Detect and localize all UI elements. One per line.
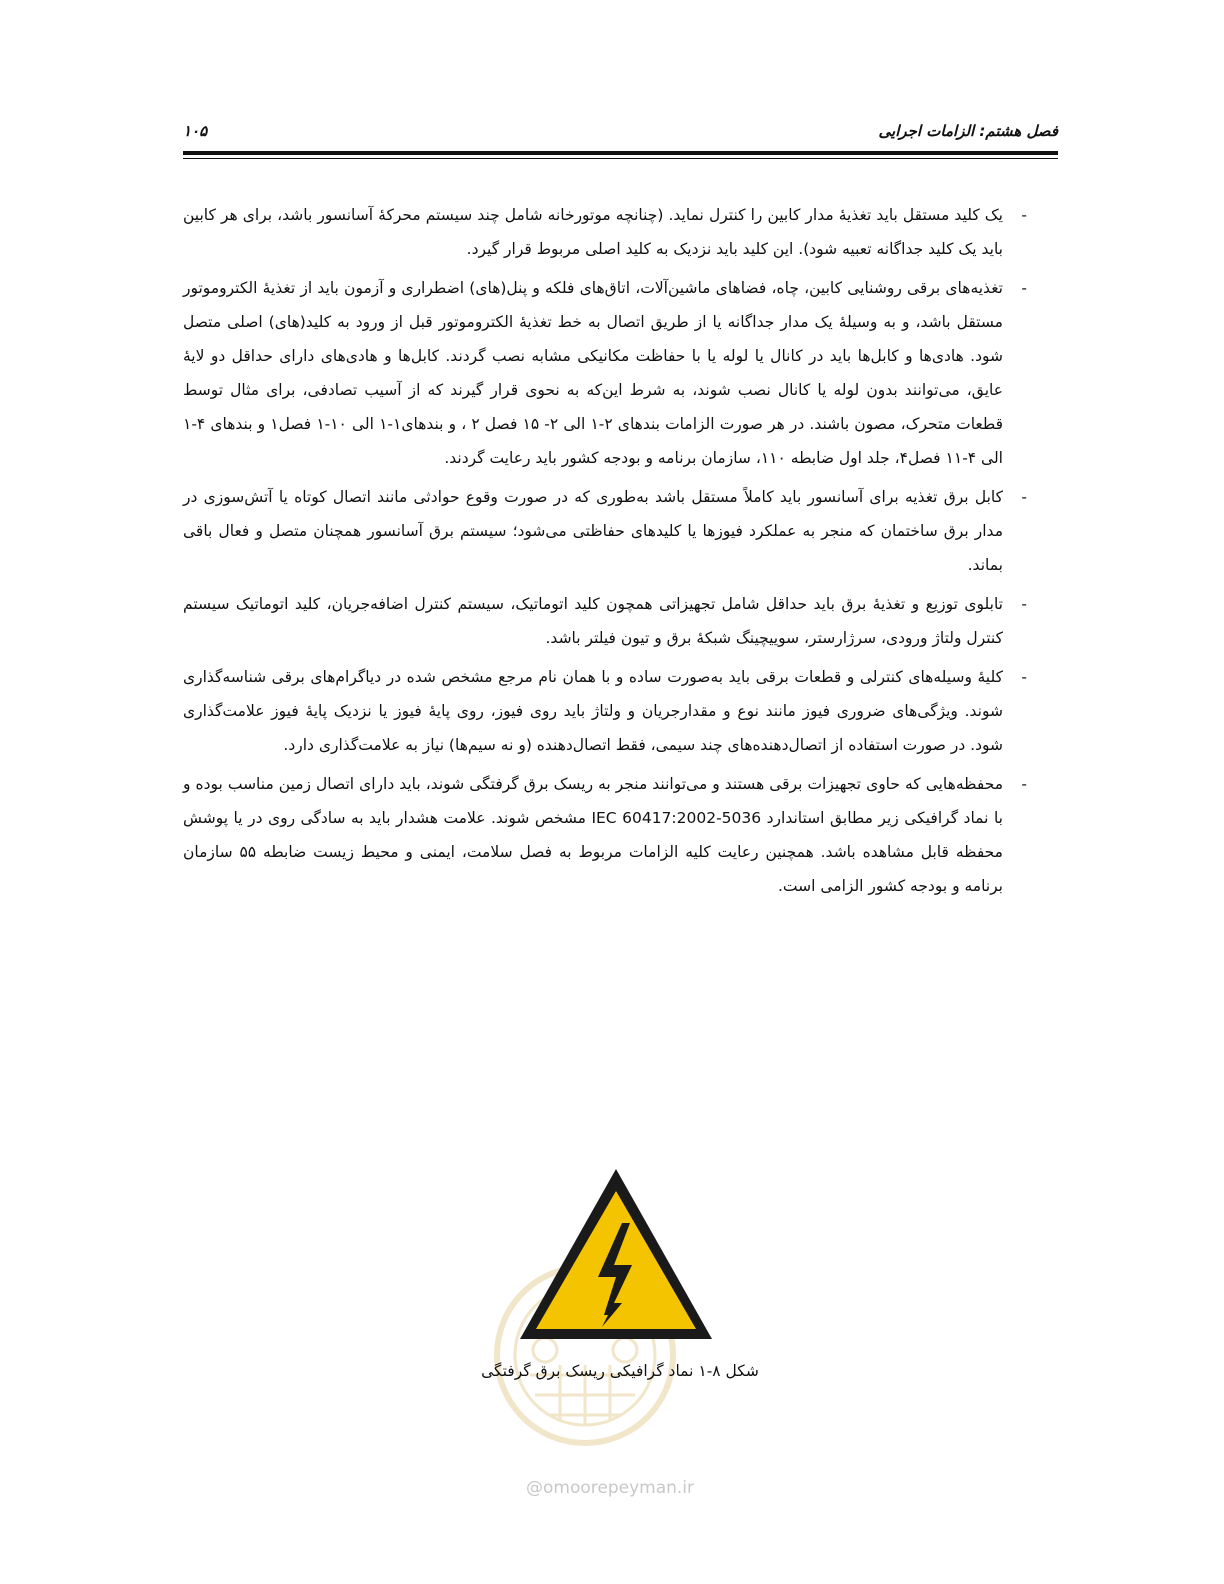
- list-item: [183, 480, 1033, 582]
- bullet-dash: -: [1021, 488, 1027, 506]
- list-item: [183, 660, 1033, 762]
- bullet-dash: -: [1021, 775, 1027, 793]
- bullet-dash: -: [1021, 595, 1027, 613]
- page-number: ۱۰۵: [183, 122, 208, 140]
- list-item: [183, 198, 1033, 266]
- figure-caption: شکل ۸-۱ نماد گرافیکی ریسک برق گرفتگی: [481, 1362, 759, 1380]
- bullet-dash: -: [1021, 668, 1027, 686]
- list-item: [183, 587, 1033, 655]
- list-item-text: تابلوی توزیع و تغذیهٔ برق باید حداقل شامل تجهیزاتی همچون کلید اتوماتیک، سیستم کنترل اضافه‌جریان، کلید اتوماتیک سیستم کنترل ولتاژ ورودی، سرژارستر، سوییچینگ شبکهٔ برق و تیون فیلتر باشد.: [183, 595, 1003, 647]
- watermark: @omoorepeyman.ir: [525, 1478, 695, 1498]
- list-item-text: کلیهٔ وسیله‌های کنترلی و قطعات برقی باید به‌صورت ساده و با همان نام مرجع مشخص شده در دیاگرام‌های برقی شناسه‌گذاری شوند. ویژگی‌های ضروری فیوز مانند نوع و مقدارجریان و ولتاژ باید روی فیوز، روی پایهٔ فیوز یا نزدیک پایهٔ فیوز علامت‌گذاری شود. در صورت استفاده از اتصال‌دهنده‌های چند سیمی، فقط اتصال‌دهنده (و نه سیم‌ها) نیاز به علامت‌گذاری دارد.: [183, 668, 1003, 754]
- list-item-text: کابل برق تغذیه برای آسانسور باید کاملاً مستقل باشد به‌طوری که در صورت وقوع حوادثی مانند اتصال کوتاه یا آتش‌سوزی در مدار برق ساختمان که منجر به عملکرد فیوزها یا کلیدهای حفاظتی می‌شود؛ سیستم برق آسانسور همچنان متصل و فعال باقی بماند.: [183, 488, 1003, 574]
- body-text: [183, 198, 1033, 908]
- header-rule-thin: [183, 158, 1058, 159]
- page-header: [183, 118, 1058, 148]
- list-item-text: تغذیه‌های برقی روشنایی کابین، چاه، فضاهای ماشین‌آلات، اتاق‌های فلکه و پنل(های) اضطراری و آزمون باید از تغذیهٔ الکتروموتور مستقل باشد، و به وسیلهٔ یک مدار جداگانه یا از طریق اتصال به خط تغذیهٔ الکتروموتور قبل از ورود به کلید(های) اصلی متصل شود. هادی‌ها و کابل‌ها باید در کانال یا لوله یا با حفاظت مکانیکی مشابه نصب گردند. کابل‌ها و هادی‌های دارای حداقل دو لایهٔ عایق، می‌توانند بدون لوله یا کانال نصب شوند، به شرط این‌که به نحوی قرار گیرند که از آسیب تصادفی، برای مثال توسط قطعات متحرک، مصون باشند. در هر صورت الزامات بندهای ۲-۱ الی ۲- ۱۵ فصل ۲ ، و بندهای۱-۱ الی ۱۰-۱ فصل۱ و بندهای ۴-۱ الی ۴-۱۱ فصل۴، جلد اول ضابطه ۱۱۰، سازمان برنامه و بودجه کشور باید رعایت گردند.: [183, 279, 1004, 467]
- high-voltage-warning-icon: [516, 1165, 716, 1345]
- header-rule-thick: [183, 151, 1058, 155]
- bullet-dash: -: [1021, 206, 1027, 224]
- list-item: [183, 767, 1033, 903]
- bullet-dash: -: [1021, 279, 1027, 297]
- list-item: [183, 271, 1033, 475]
- chapter-title: فصل هشتم: الزامات اجرایی: [878, 122, 1058, 140]
- list-item-text: یک کلید مستقل باید تغذیهٔ مدار کابین را کنترل نماید. (چنانچه موتورخانه شامل چند سیستم محرکهٔ آسانسور باشد، برای هر کابین باید یک کلید جداگانه تعبیه شود). این کلید باید نزدیک به کلید اصلی مربوط قرار گیرد.: [183, 206, 1003, 258]
- list-item-text: محفظه‌هایی که حاوی تجهیزات برقی هستند و می‌توانند منجر به ریسک برق گرفتگی شوند، باید دارای اتصال زمین مناسب بوده و با نماد گرافیکی زیر مطابق استاندارد IEC 60417:2002-5036 مشخص شوند. علامت هشدار باید به سادگی روی در یا پوشش محفظه قابل مشاهده باشد. همچنین رعایت کلیه الزامات مربوط به فصل سلامت، ایمنی و محیط زیست ضابطه ۵۵ سازمان برنامه و بودجه کشور الزامی است.: [183, 775, 1003, 895]
